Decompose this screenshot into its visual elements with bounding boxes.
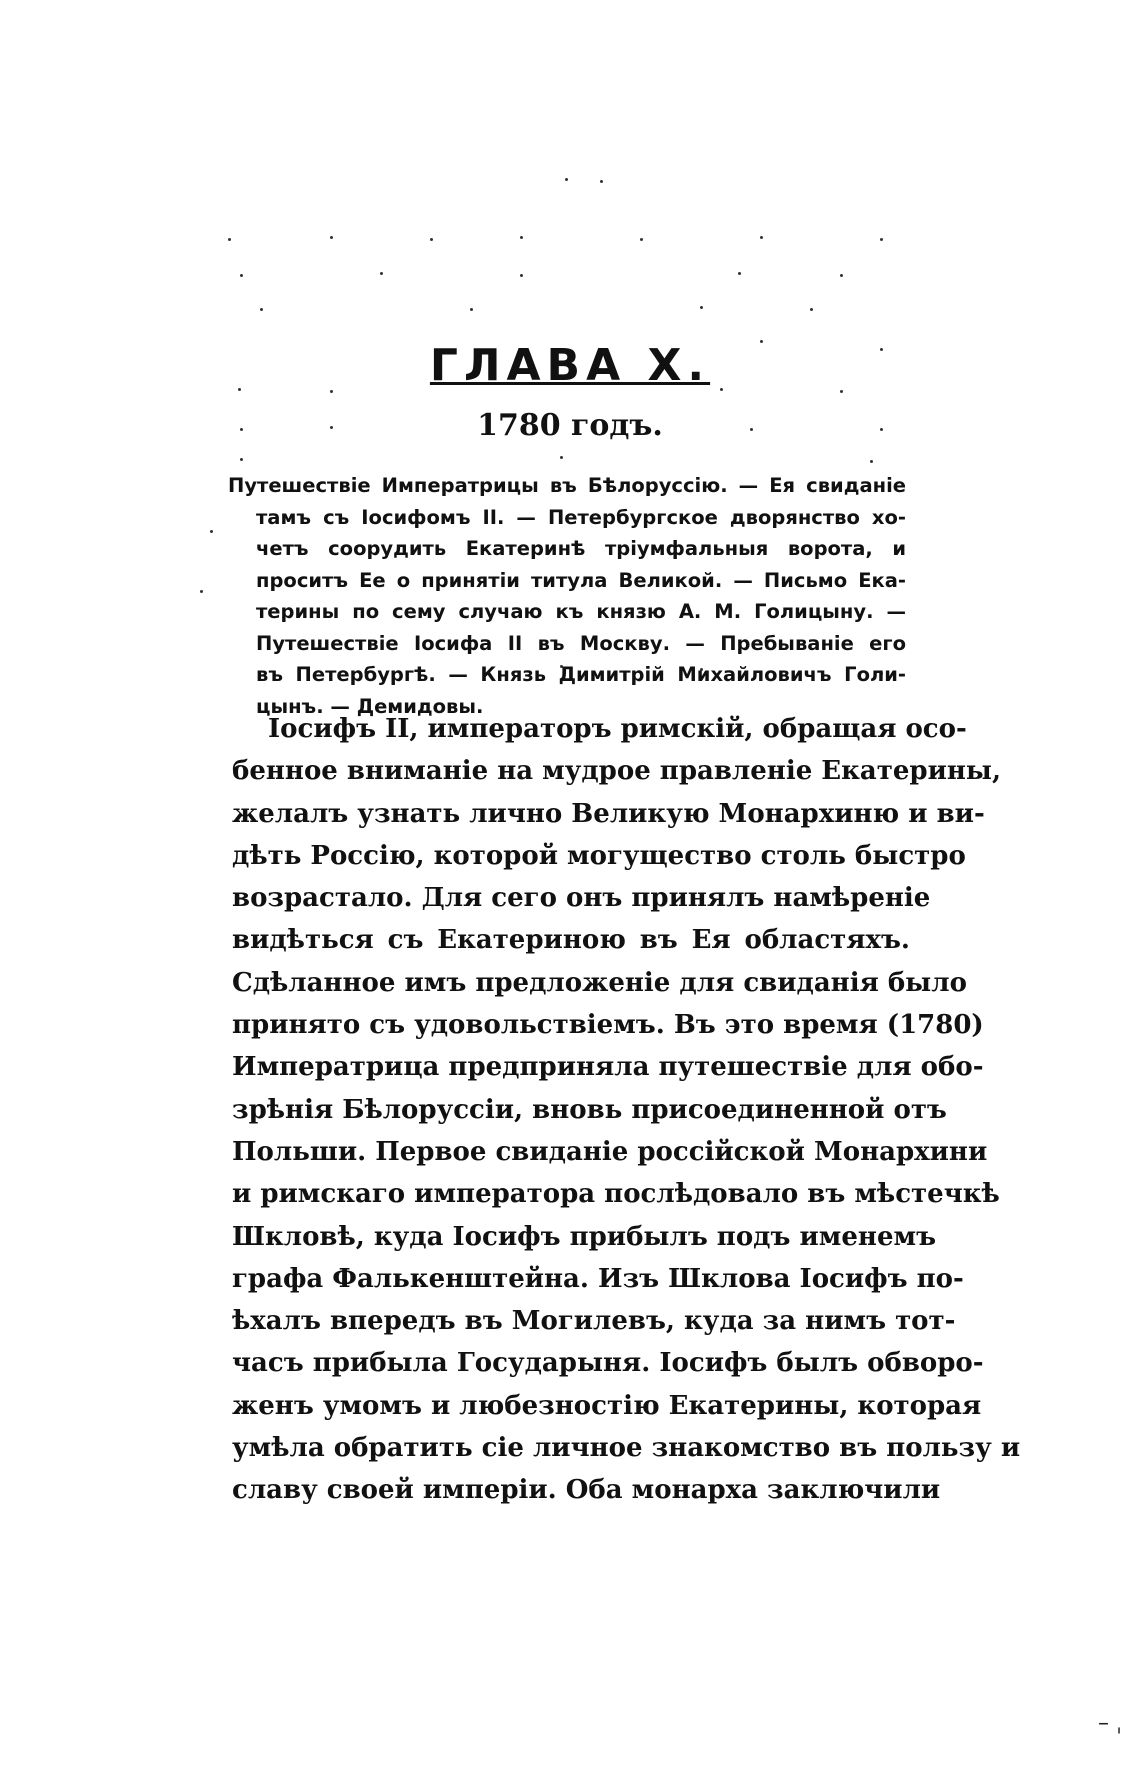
body-line: дѣть Россію, которой могущество столь быстро (232, 840, 966, 871)
body-line: ѣхалъ впередъ въ Могилевъ, куда за нимъ тот- (232, 1306, 956, 1337)
body-paragraph (232, 708, 1021, 1512)
body-line: желалъ узнать лично Великую Монархиню и ви- (232, 798, 985, 829)
body-line: видѣться съ Екатериною въ Ея областяхъ. (232, 925, 910, 956)
body-line: возрастало. Для сего онъ принялъ намѣреніе (232, 883, 931, 914)
summary-line: тамъ съ Іосифомъ II. — Петербургское дворянство хо- (256, 505, 906, 529)
chapter-summary (228, 470, 906, 722)
summary-line: Путешествіе Императрицы въ Бѣлоруссію. — Ея свиданіе (228, 474, 906, 497)
summary-line: цынъ. — Демидовы. (256, 694, 484, 718)
summary-line: терины по сему случаю къ князю А. М. Голицыну. — (256, 600, 906, 623)
body-line: и римскаго императора послѣдовало въ мѣстечкѣ (232, 1179, 1000, 1210)
body-line: Императрица предприняла путешествіе для обо- (232, 1052, 984, 1083)
summary-line: четъ соорудить Екатеринѣ тріумфальныя ворота, и (256, 537, 906, 560)
body-line: умѣла обратить сіе личное знакомство въ пользу и (232, 1433, 1021, 1464)
body-line: Сдѣланное имъ предложеніе для свиданія было (232, 967, 967, 998)
body-line: Шкловѣ, куда Іосифъ прибылъ подъ именемъ (232, 1221, 937, 1252)
body-line: бенное вниманіе на мудрое правленіе Екатерины, (232, 756, 1001, 787)
body-line: зрѣнія Бѣлоруссіи, вновь присоединенной отъ (232, 1094, 947, 1125)
chapter-year: 1780 годъ. (477, 408, 663, 443)
summary-line: въ Петербургѣ. — Князь Димитрій Михайловичъ Голи- (256, 663, 906, 686)
scan-corner-mark: – ˌ (1097, 1711, 1122, 1736)
body-line: женъ умомъ и любезностію Екатерины, которая (232, 1390, 982, 1421)
body-line: принято съ удовольствіемъ. Въ это время (1780) (232, 1010, 984, 1041)
body-line: Польши. Первое свиданіе россійской Монархини (232, 1136, 988, 1167)
summary-line: Путешествіе Іосифа II въ Москву. — Пребываніе его (256, 631, 906, 655)
body-line: часъ прибыла Государыня. Іосифъ былъ обворо- (232, 1348, 984, 1379)
summary-line: проситъ Ее о принятіи титула Великой. — Письмо Ека- (256, 568, 906, 592)
chapter-title: ГЛАВА X. (429, 340, 711, 391)
body-line: графа Фалькенштейна. Изъ Шклова Іосифъ по- (232, 1263, 964, 1294)
body-line: славу своей имперіи. Оба монарха заключили (232, 1475, 941, 1506)
body-line: Іосифъ II, императоръ римскій, обращая осо- (268, 714, 967, 744)
